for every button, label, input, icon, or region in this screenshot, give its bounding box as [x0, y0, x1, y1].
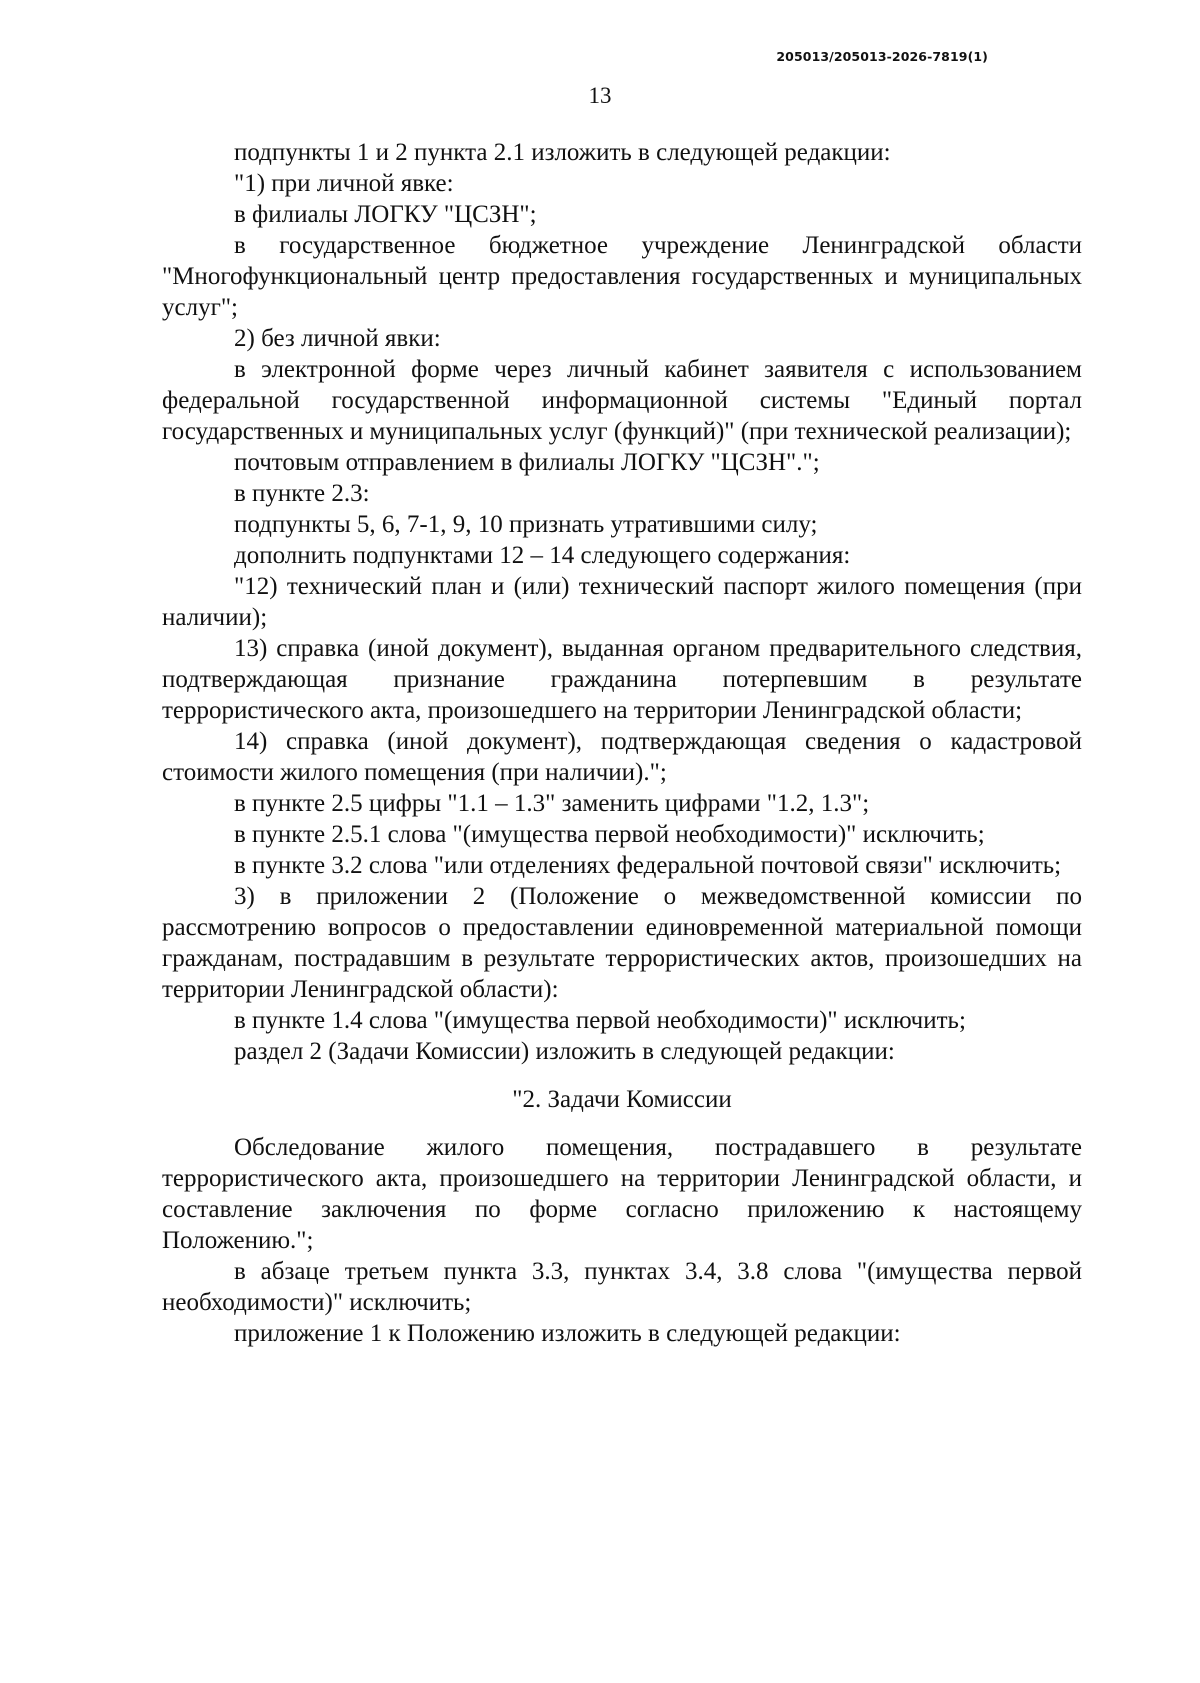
paragraph: "1) при личной явке:: [234, 170, 454, 197]
paragraph: в филиалы ЛОГКУ "ЦСЗН";: [234, 201, 537, 228]
paragraph: в пункте 2.5.1 слова "(имущества первой необходимости)" исключить;: [234, 821, 985, 848]
paragraph: подпункты 5, 6, 7-1, 9, 10 признать утратившими силу;: [234, 511, 818, 538]
paragraph: приложение 1 к Положению изложить в следующей редакции:: [234, 1320, 901, 1347]
paragraph: дополнить подпунктами 12 – 14 следующего содержания:: [234, 542, 851, 569]
document-body: [162, 137, 1082, 1349]
paragraph: в электронной форме через личный кабинет заявителя с использованием федеральной государственной информационной системы "Единый портал государственных и муниципальных услуг (функций)" (при технической реализации);: [162, 356, 1082, 445]
paragraph: раздел 2 (Задачи Комиссии) изложить в следующей редакции:: [234, 1038, 895, 1065]
paragraph: подпункты 1 и 2 пункта 2.1 изложить в следующей редакции:: [234, 139, 891, 166]
paragraph: в государственное бюджетное учреждение Ленинградской области "Многофункциональный центр предоставления государственных и муниципальных услуг";: [162, 232, 1082, 321]
paragraph: в пункте 2.5 цифры "1.1 – 1.3" заменить цифрами "1.2, 1.3";: [234, 790, 870, 817]
page-number: 13: [588, 83, 612, 108]
paragraph: 13) справка (иной документ), выданная органом предварительного следствия, подтверждающая признание гражданина потерпевшим в результате террористического акта, произошедшего на территории Ленинградской области;: [162, 635, 1082, 724]
paragraph: 3) в приложении 2 (Положение о межведомственной комиссии по рассмотрению вопросов о предоставлении единовременной материальной помощи гражданам, пострадавшим в результате террористических актов, произошедших на территории Ленинградской области):: [162, 883, 1082, 1003]
document-registration-number: 205013/205013-2026-7819(1): [776, 49, 988, 64]
paragraph: в пункте 3.2 слова "или отделениях федеральной почтовой связи" исключить;: [234, 852, 1062, 879]
paragraph: в пункте 1.4 слова "(имущества первой необходимости)" исключить;: [234, 1007, 966, 1034]
paragraph: 2) без личной явки:: [234, 325, 441, 352]
paragraph: Обследование жилого помещения, пострадавшего в результате террористического акта, произошедшего на территории Ленинградской области, и составление заключения по форме согласно приложению к настоящему Положению.";: [162, 1134, 1082, 1254]
paragraph: "12) технический план и (или) технический паспорт жилого помещения (при наличии);: [162, 573, 1082, 631]
paragraph: в абзаце третьем пункта 3.3, пунктах 3.4, 3.8 слова "(имущества первой необходимости)" исключить;: [162, 1258, 1082, 1316]
section-title: "2. Задачи Комиссии: [512, 1086, 732, 1113]
paragraph: почтовым отправлением в филиалы ЛОГКУ "ЦСЗН".";: [234, 449, 820, 476]
paragraph: 14) справка (иной документ), подтверждающая сведения о кадастровой стоимости жилого помещения (при наличии).";: [162, 728, 1082, 786]
paragraph: в пункте 2.3:: [234, 480, 370, 507]
